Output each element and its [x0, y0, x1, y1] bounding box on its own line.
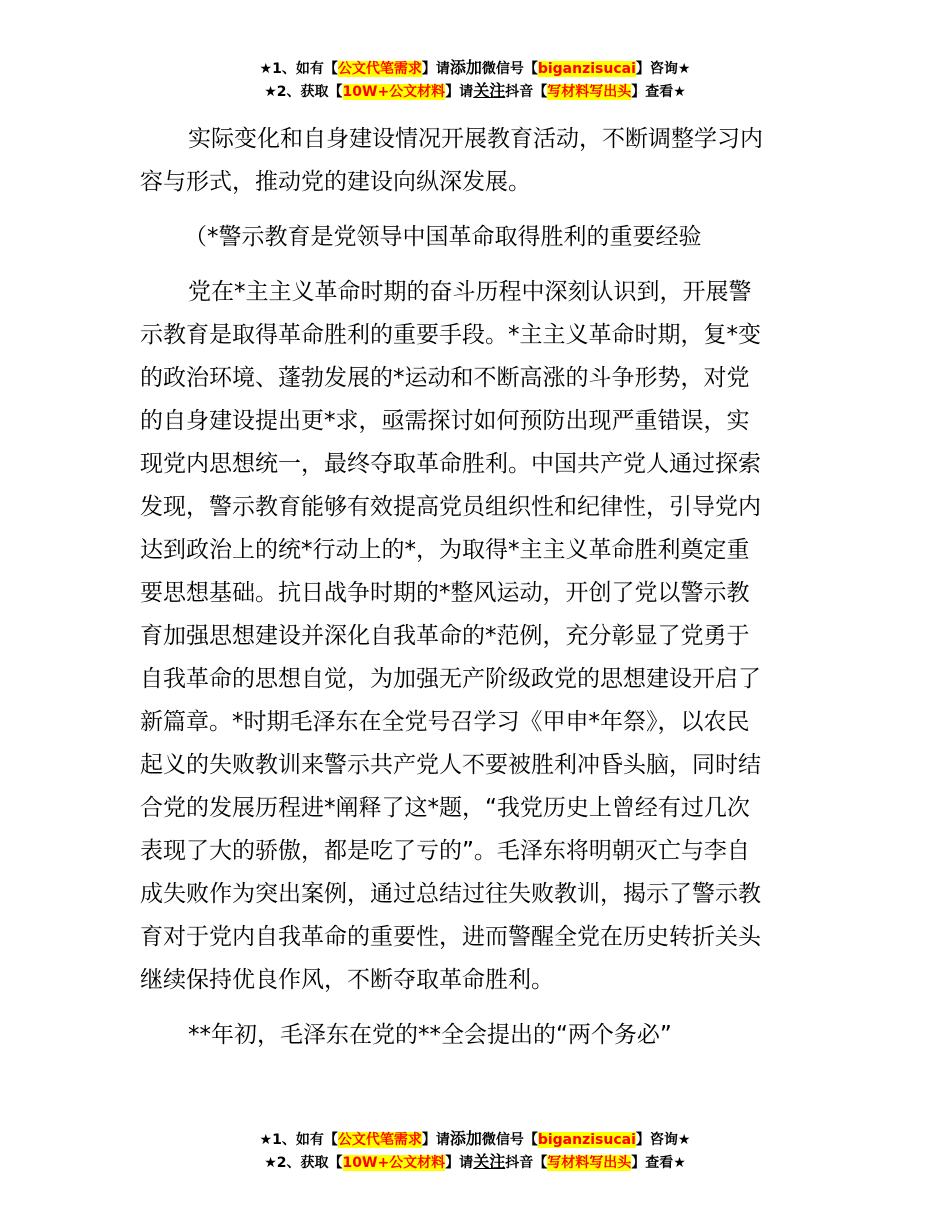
- paragraph-3-line: 示教育是取得革命胜利的重要手段。*主主义革命时期，复*变: [140, 322, 761, 348]
- paragraph-1-line: 实际变化和自身建设情况开展教育活动，不断调整学习内: [188, 126, 763, 152]
- paragraph-3-line: 育加强思想建设并深化自我革命的*范例，充分彰显了党勇于: [140, 623, 750, 649]
- paragraph-3-line: 党在*主主义革命时期的奋斗历程中深刻认识到，开展警: [188, 279, 752, 305]
- promo-footer: [0, 1128, 950, 1174]
- paragraph-3-line: 成失败作为突出案例，通过总结过往失败教训，揭示了警示教: [140, 881, 761, 907]
- paragraph-4-line: **年初，毛泽东在党的**全会提出的“两个务必”: [188, 1022, 672, 1048]
- promo-line-1: ★1、如有【公文代笔需求】请添加微信号【biganzisucai】咨询★: [259, 58, 691, 77]
- document-body: [140, 118, 812, 1057]
- promo-line-1: ★1、如有【公文代笔需求】请添加微信号【biganzisucai】咨询★: [259, 1129, 691, 1148]
- paragraph-3-line: 达到政治上的统*行动上的*，为取得*主主义革命胜利奠定重: [140, 537, 750, 563]
- promo-line-2: ★2、获取【10W+公文材料】请关注抖音【写材料写出头】查看★: [264, 81, 686, 100]
- paragraph-3-line: 自我革命的思想自觉，为加强无产阶级政党的思想建设开启了: [140, 666, 761, 692]
- paragraph-3-line: 现党内思想统一，最终夺取革命胜利。中国共产党人通过探索: [140, 451, 761, 477]
- paragraph-3-line: 发现，警示教育能够有效提高党员组织性和纪律性，引导党内: [140, 494, 761, 520]
- paragraph-3-line: 合党的发展历程进*阐释了这*题，“我党历史上曾经有过几次: [140, 795, 750, 821]
- paragraph-3-line: 的自身建设提出更*求，亟需探讨如何预防出现严重错误，实: [140, 408, 750, 434]
- paragraph-3-line: 继续保持优良作风，不断夺取革命胜利。: [140, 967, 554, 993]
- promo-header: [0, 57, 950, 103]
- paragraph-3-line: 表现了大的骄傲，都是吃了亏的”。毛泽东将明朝灭亡与李自: [140, 838, 750, 864]
- paragraph-3-line: 起义的失败教训来警示共产党人不要被胜利冲昏头脑，同时结: [140, 752, 761, 778]
- paragraph-3-line: 的政治环境、蓬勃发展的*运动和不断高涨的斗争形势，对党: [140, 365, 750, 391]
- paragraph-3-line: 要思想基础。抗日战争时期的*整风运动，开创了党以警示教: [140, 580, 750, 606]
- paragraph-1-line: 容与形式，推动党的建设向纵深发展。: [140, 169, 531, 195]
- section-heading: （*警示教育是党领导中国革命取得胜利的重要经验: [184, 224, 702, 250]
- promo-line-2: ★2、获取【10W+公文材料】请关注抖音【写材料写出头】查看★: [264, 1152, 686, 1171]
- paragraph-3-line: 新篇章。*时期毛泽东在全党号召学习《甲申*年祭》，以农民: [140, 709, 750, 735]
- paragraph-3-line: 育对于党内自我革命的重要性，进而警醒全党在历史转折关头: [140, 924, 761, 950]
